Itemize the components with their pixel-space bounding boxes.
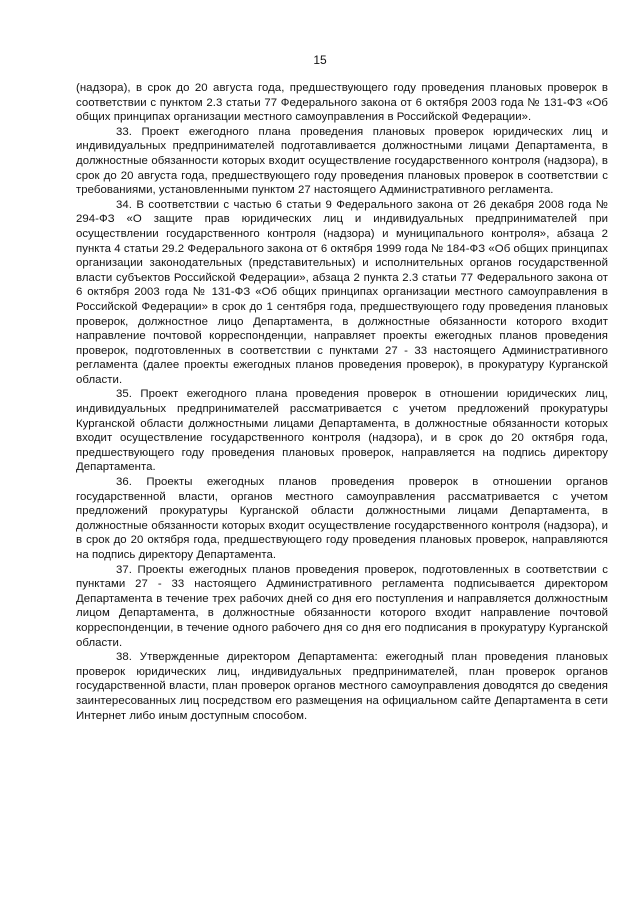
paragraph-36: 36. Проекты ежегодных планов проведения проверок в отношении органов государственной власти, органов местного самоуправления рассматривается с учетом предложений прокуратуры Курганской области должностными лицами Департамента, в должностные обязанности которых входит осуществление государственного контроля (надзора), и в срок до 20 октября года, предшествующего году проведения плановых проверок, направляются на подпись директору Департамента. (76, 476, 608, 561)
paragraph-continuation: (надзора), в срок до 20 августа года, предшествующего году проведения плановых проверок в соответствии с пунктом 2.3 статьи 77 Федерального закона от 6 октября 2003 года № 131-ФЗ «Об общих принципах организации местного самоуправления в Российской Федерации». (76, 82, 608, 124)
paragraph-34: 34. В соответствии с частью 6 статьи 9 Федерального закона от 26 декабря 2008 года № 294-ФЗ «О защите прав юридических лиц и индивидуальных предпринимателей при осуществлении государственного контроля (надзора) и муниципального контроля», абзаца 2 пункта 4 статьи 29.2 Федерального закона от 6 октября 1999 года № 184-ФЗ «Об общих принципах организации законодательных (представительных) и исполнительных органов государственной власти субъектов Российской Федерации», абзаца 2 пункта 2.3 статьи 77 Федерального закона от 6 октября 2003 года № 131-ФЗ «Об общих принципах организации местного самоуправления в Российской Федерации» в срок до 1 сентября года, предшествующего году проведения плановых проверок, должностное лицо Департамента, в должностные обязанности которого входит направление почтовой корреспонденции, направляет проекты ежегодных планов проведения проверок, подготовленных в соответствии с пунктами 27 - 33 настоящего Административного регламента (далее проекты ежегодных планов проведения проверок), в прокуратуру Курганской области. (76, 198, 608, 386)
paragraph-37: 37. Проекты ежегодных планов проведения проверок, подготовленных в соответствии с пунктами 27 - 33 настоящего Административного регламента подписывается директором Департамента в течение трех рабочих дней со дня его поступления и направляется должностным лицом Департамента, в должностные обязанности которого входит направление почтовой корреспонденции, в течение одного рабочего дня со дня его подписания в прокуратуру Курганской области. (76, 563, 608, 649)
page-body (76, 81, 608, 723)
page-number: 15 (313, 53, 327, 67)
paragraph-33: 33. Проект ежегодного плана проведения плановых проверок юридических лиц и индивидуальных предпринимателей подготавливается должностными лицами Департамента, в должностные обязанности которых входит осуществление государственного контроля (надзора), в срок до 20 августа года, предшествующего году проведения плановых проверок в соответствии с требованиями, установленными пунктом 27 настоящего Административного регламента. (76, 125, 608, 197)
paragraph-38: 38. Утвержденные директором Департамента: ежегодный план проведения плановых проверок юридических лиц, индивидуальных предпринимателей, план проверок органов государственной власти, план проверок органов местного самоуправления доводятся до сведения заинтересованных лиц посредством его размещения на официальном сайте Департамента в сети Интернет либо иным доступным способом. (76, 651, 608, 722)
paragraph-35: 35. Проект ежегодного плана проведения проверок в отношении юридических лиц, индивидуальных предпринимателей рассматривается с учетом предложений прокуратуры Курганской области должностными лицами Департамента, в должностные обязанности которых входит осуществление государственного контроля (надзора), и в срок до 20 октября года, предшествующего году проведения плановых проверок, направляется на подпись директору Департамента. (76, 388, 608, 474)
